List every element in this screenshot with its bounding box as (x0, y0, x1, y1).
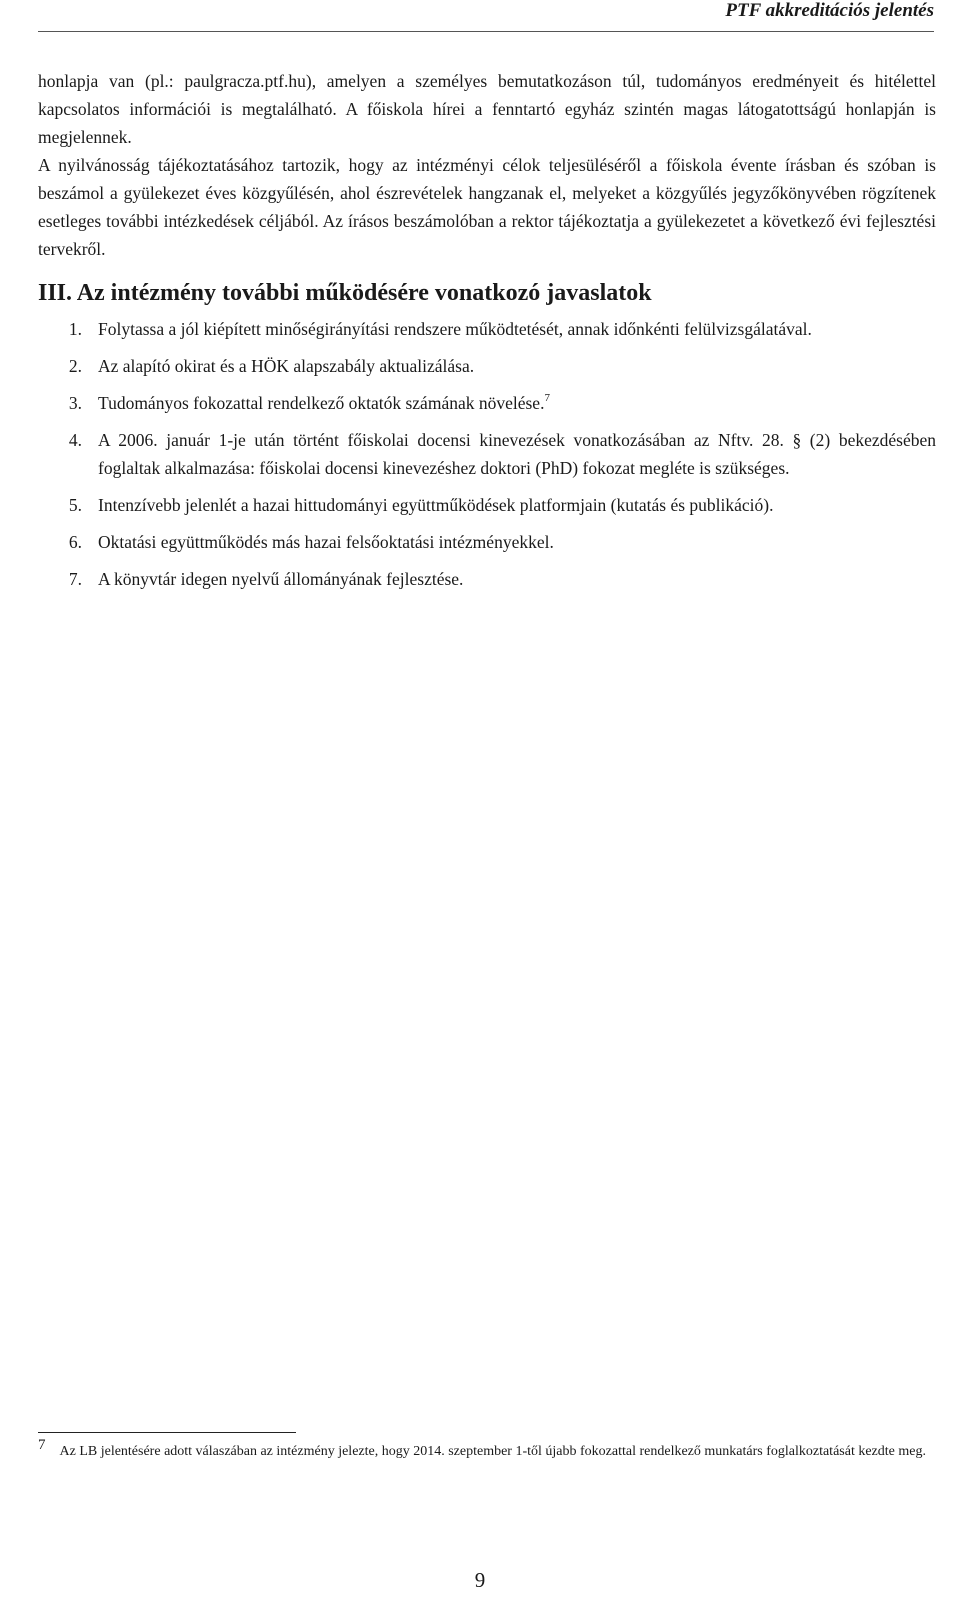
list-item-label: Tudományos fokozattal rendelkező oktatók számának növelése. (98, 393, 545, 413)
list-item-label: Oktatási együttműködés más hazai felsőoktatási intézményekkel. (98, 532, 554, 552)
list-item-text (98, 528, 936, 556)
list-item (38, 491, 936, 519)
list-item-label: Folytassa a jól kiépített minőségirányítási rendszere működtetését, annak időnkénti felülvizsgálatával. (98, 319, 812, 339)
list-item-label: Az alapító okirat és a HÖK alapszabály aktualizálása. (98, 356, 475, 376)
list-item-number: 6. (68, 532, 82, 552)
footnote (38, 1437, 936, 1464)
list-item (38, 426, 936, 482)
footnote-number: 7 (38, 1437, 46, 1454)
list-item-number: 5. (68, 495, 82, 515)
paragraph-website: honlapja van (pl.: paulgracza.ptf.hu), amelyen a személyes bemutatkozáson túl, tudományos eredményeit és hitélettel kapcsolatos információi is megtalálható. A főiskola hírei a fenntartó egyház szintén magas látogatottságú honlapján is megjelennek. (38, 71, 936, 147)
page-body (38, 67, 936, 602)
list-item (38, 389, 936, 417)
list-item (38, 315, 936, 343)
list-item-text (98, 315, 936, 343)
list-item-label: Intenzívebb jelenlét a hazai hittudományi együttműködések platformjain (kutatás és publikáció). (98, 495, 774, 515)
list-item (38, 352, 936, 380)
list-item-text (98, 565, 936, 593)
list-item-label: A 2006. január 1-je után történt főiskolai docensi kinevezések vonatkozásában az Nftv. 28. § (2) bekezdésében foglaltak alkalmazása: főiskolai docensi kinevezéshez doktori (PhD) fokozat megléte is szükséges. (98, 430, 936, 478)
paragraph-publicity: A nyilvánosság tájékoztatásához tartozik, hogy az intézményi célok teljesüléséről a főiskola évente írásban és szóban is beszámol a gyülekezet éves közgyűlésén, ahol észrevételek hangzanak el, melyeket a közgyűlés jegyzőkönyvében rögzítenek esetleges további intézkedések céljából. Az írásos beszámolóban a rektor tájékoztatja a gyülekezetet a következő évi fejlesztési tervekről. (38, 155, 936, 259)
footnote-divider (38, 1432, 296, 1433)
list-item-text (98, 352, 936, 380)
running-header: PTF akkreditációs jelentés (725, 0, 934, 21)
list-item-text (98, 491, 936, 519)
list-item-number: 2. (68, 356, 82, 376)
header-divider (38, 31, 934, 32)
list-item-number: 4. (68, 430, 82, 450)
list-item (38, 565, 936, 593)
list-item-number: 1. (68, 319, 82, 339)
page-number: 9 (474, 1568, 486, 1592)
list-item-label: A könyvtár idegen nyelvű állományának fejlesztése. (98, 569, 464, 589)
list-item (38, 528, 936, 556)
list-item-text (98, 426, 936, 482)
footnote-text: Az LB jelentésére adott válaszában az intézmény jelezte, hogy 2014. szeptember 1-től újabb fokozattal rendelkező munkatárs foglalkoztatását kezdte meg. (59, 1444, 926, 1459)
footnote-reference[interactable]: 7 (544, 392, 550, 405)
list-item-number: 3. (68, 393, 82, 413)
list-item-text (98, 389, 936, 417)
list-item-number: 7. (68, 569, 82, 589)
section-heading: III. Az intézmény további működésére vonatkozó javaslatok (38, 280, 652, 306)
recommendations-list (38, 315, 936, 593)
